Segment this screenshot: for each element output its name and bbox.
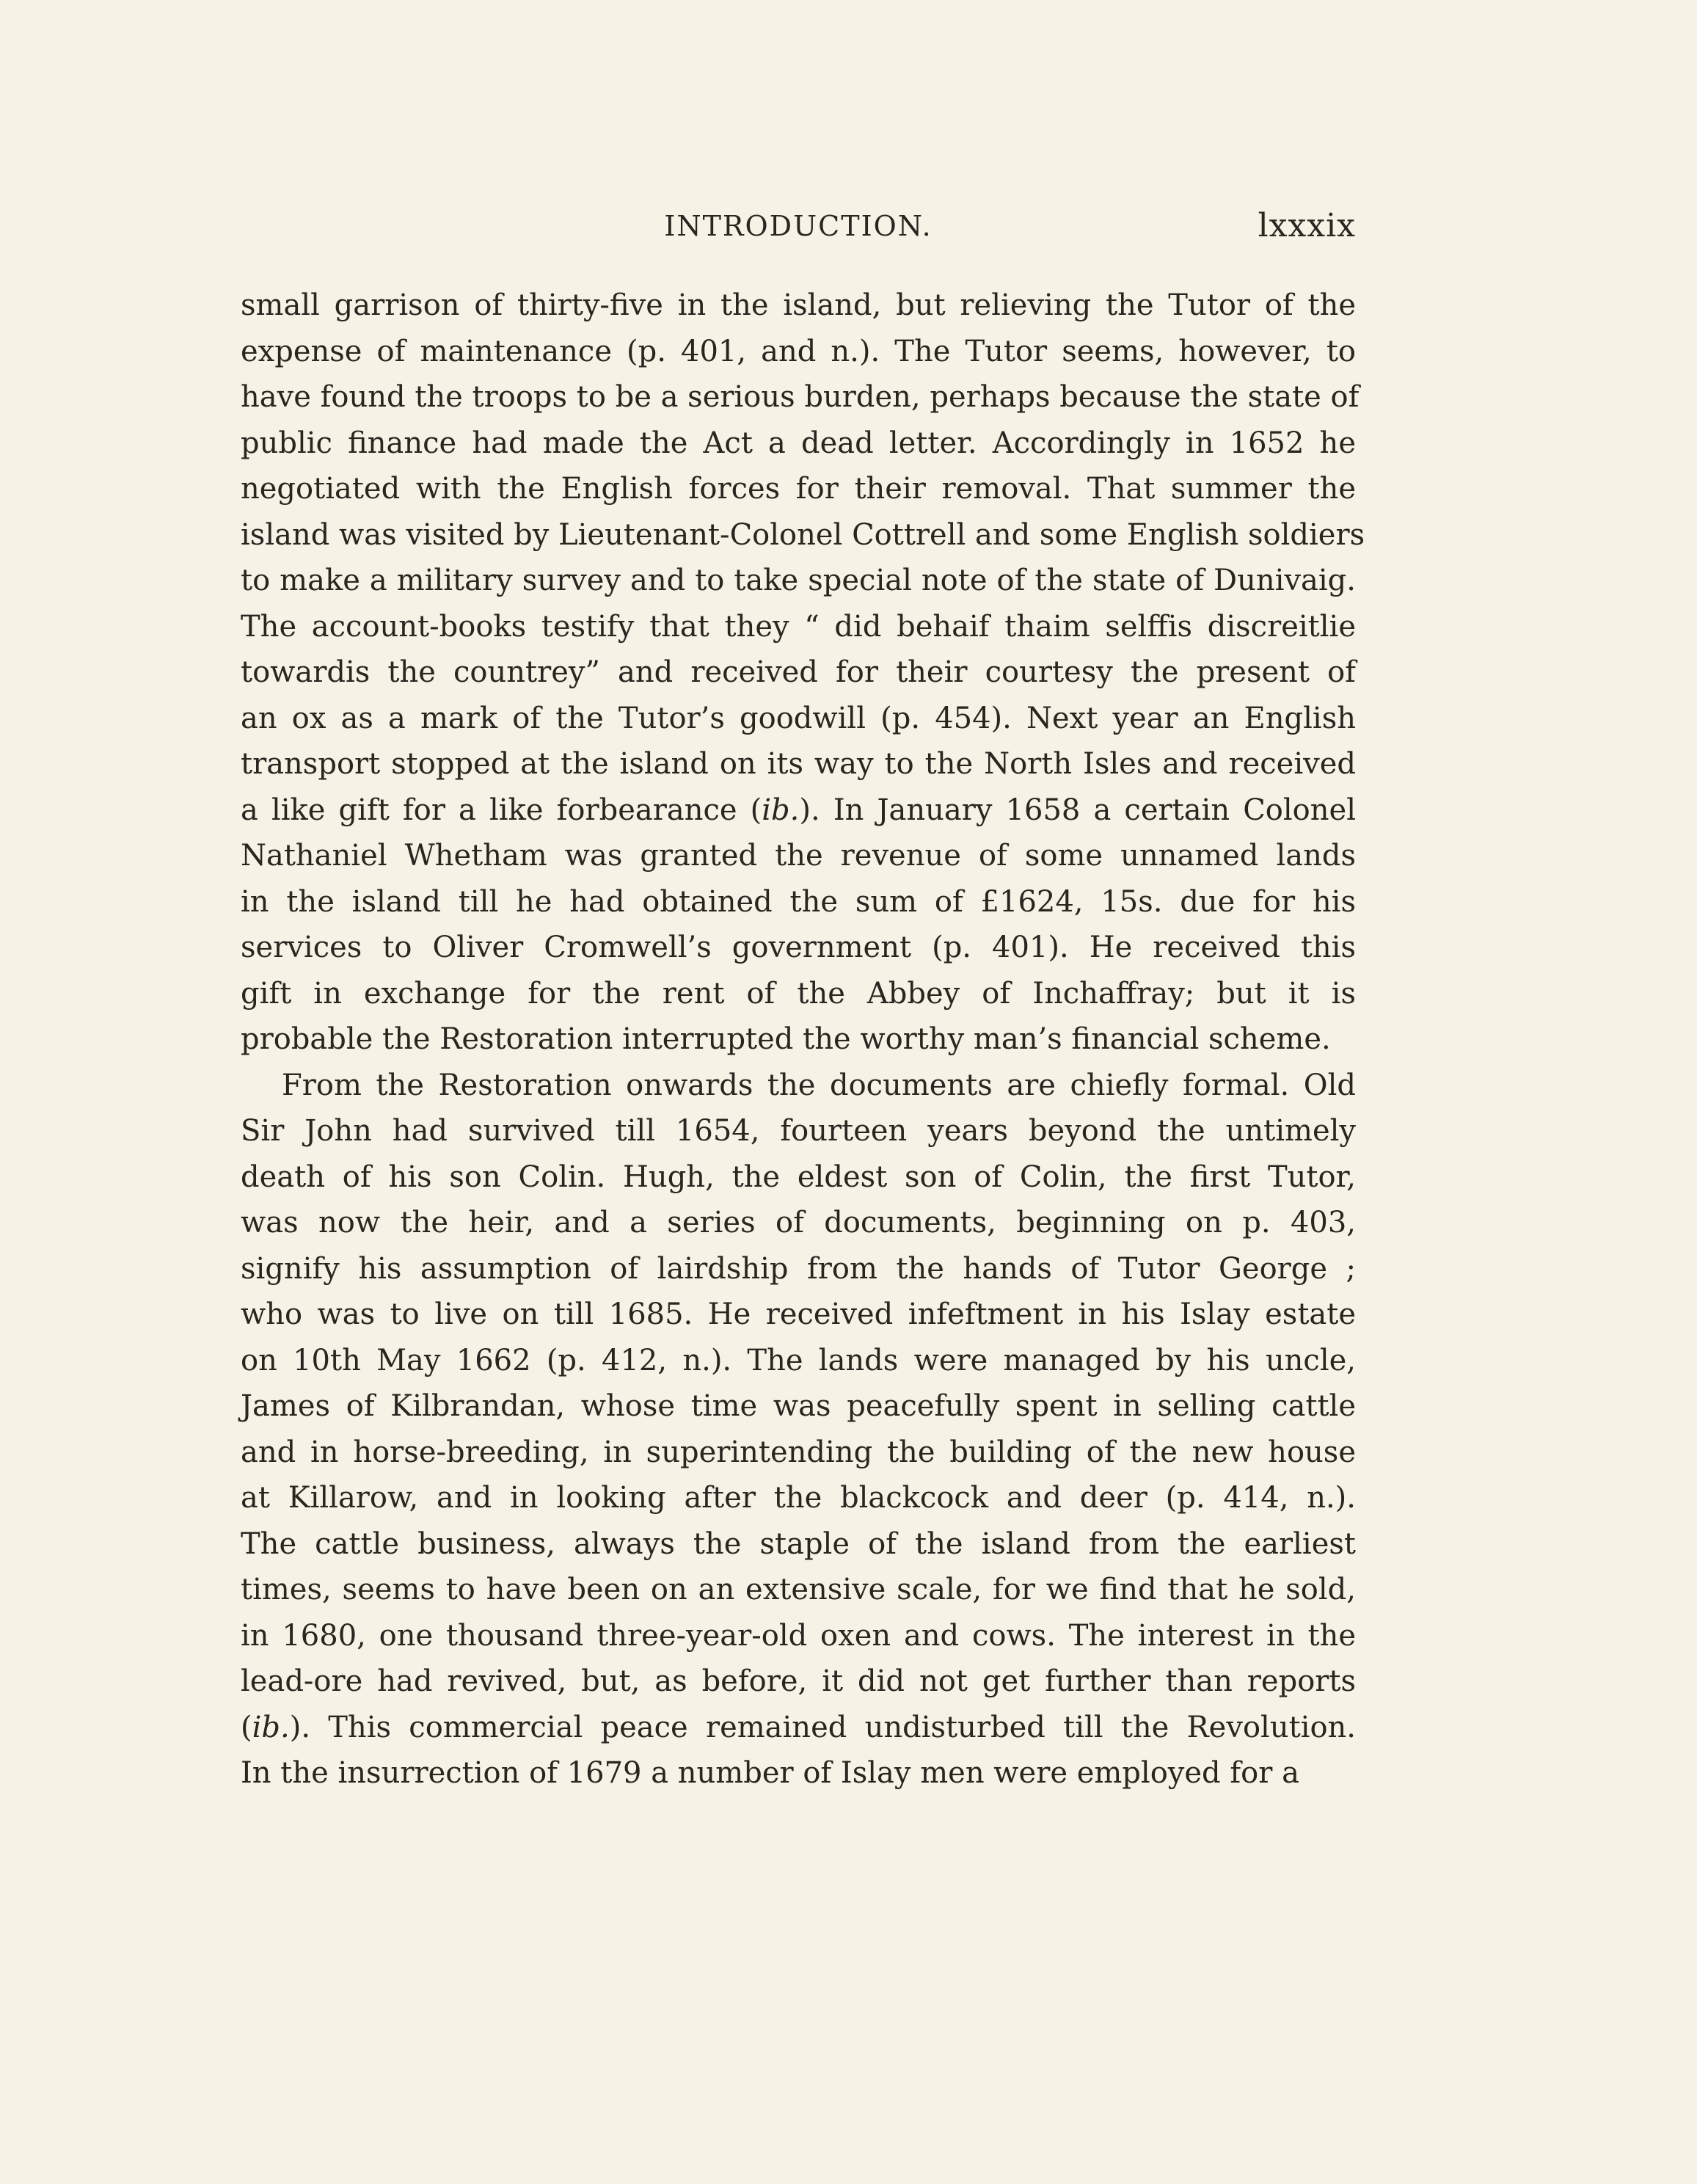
text-line: island was visited by Lieutenant-Colonel Cottrell and some English soldiers <box>241 517 1365 552</box>
text-line: have found the troops to be a serious burden, perhaps because the state of <box>241 380 1360 414</box>
text-line: The account-books testify that they “ did behaif thaim selffis discreitlie <box>241 609 1356 644</box>
text-line: an ox as a mark of the Tutor’s goodwill (p. 454). Next year an English <box>241 701 1356 735</box>
paragraph <box>241 283 1365 1063</box>
text-line: small garrison of thirty-five in the island, but relieving the Tutor of the <box>241 288 1356 322</box>
text-line: death of his son Colin. Hugh, the eldest son of Colin, the first Tutor, <box>241 1160 1356 1194</box>
text-line: negotiated with the English forces for their removal. That summer the <box>241 472 1356 506</box>
text-line: towardis the countrey” and received for their courtesy the present of <box>241 655 1356 689</box>
body-text <box>241 283 1365 1797</box>
text-line: transport stopped at the island on its way to the North Isles and received <box>241 747 1356 781</box>
paragraph <box>241 1063 1356 1797</box>
text-line: (ib.). This commercial peace remained undisturbed till the Revolution. <box>241 1710 1356 1744</box>
text-line: signify his assumption of lairdship from the hands of Tutor George ; <box>241 1251 1356 1286</box>
text-line: times, seems to have been on an extensive scale, for we find that he sold, <box>241 1573 1356 1606</box>
text-line: expense of maintenance (p. 401, and n.). The Tutor seems, however, to <box>241 334 1356 368</box>
text-line: was now the heir, and a series of documents, beginning on p. 403, <box>241 1206 1356 1240</box>
text-line: From the Restoration onwards the documents are chiefly formal. Old <box>282 1068 1356 1102</box>
text-line: a like gift for a like forbearance (ib.). In January 1658 a certain Colonel <box>241 793 1356 827</box>
text-line: and in horse-breeding, in superintending the building of the new house <box>241 1435 1356 1469</box>
text-line: in the island till he had obtained the sum of £1624, 15s. due for his <box>241 884 1356 919</box>
ibid-abbreviation: ib. <box>252 1710 290 1744</box>
text-line: gift in exchange for the rent of the Abbey of Inchaffray; but it is <box>241 976 1356 1011</box>
text-line: in 1680, one thousand three-year-old oxen and cows. The interest in the <box>241 1618 1356 1653</box>
text-line: The cattle business, always the staple of the island from the earliest <box>241 1526 1356 1561</box>
text-line: who was to live on till 1685. He received infeftment in his Islay estate <box>241 1297 1356 1331</box>
ibid-abbreviation: ib. <box>762 793 800 827</box>
text-line: to make a military survey and to take special note of the state of Dunivaig. <box>241 564 1356 597</box>
text-line: James of Kilbrandan, whose time was peacefully spent in selling cattle <box>241 1389 1356 1423</box>
text-line: Sir John had survived till 1654, fourteen years beyond the untimely <box>241 1114 1356 1148</box>
page-header <box>241 204 1356 248</box>
text-line: public finance had made the Act a dead letter. Accordingly in 1652 he <box>241 426 1356 460</box>
text-line: on 10th May 1662 (p. 412, n.). The lands were managed by his uncle, <box>241 1343 1356 1377</box>
text-line: Nathaniel Whetham was granted the revenue of some unnamed lands <box>241 839 1356 873</box>
text-line: at Killarow, and in looking after the blackcock and deer (p. 414, n.). <box>241 1481 1356 1515</box>
running-title: INTRODUCTION. <box>664 210 933 242</box>
page-number: lxxxix <box>1258 207 1356 244</box>
text-line: lead-ore had revived, but, as before, it did not get further than reports <box>241 1664 1356 1698</box>
text-line: probable the Restoration interrupted the worthy man’s financial scheme. <box>241 1022 1331 1056</box>
text-line: services to Oliver Cromwell’s government (p. 401). He received this <box>241 931 1356 964</box>
text-line: In the insurrection of 1679 a number of Islay men were employed for a <box>241 1756 1299 1790</box>
